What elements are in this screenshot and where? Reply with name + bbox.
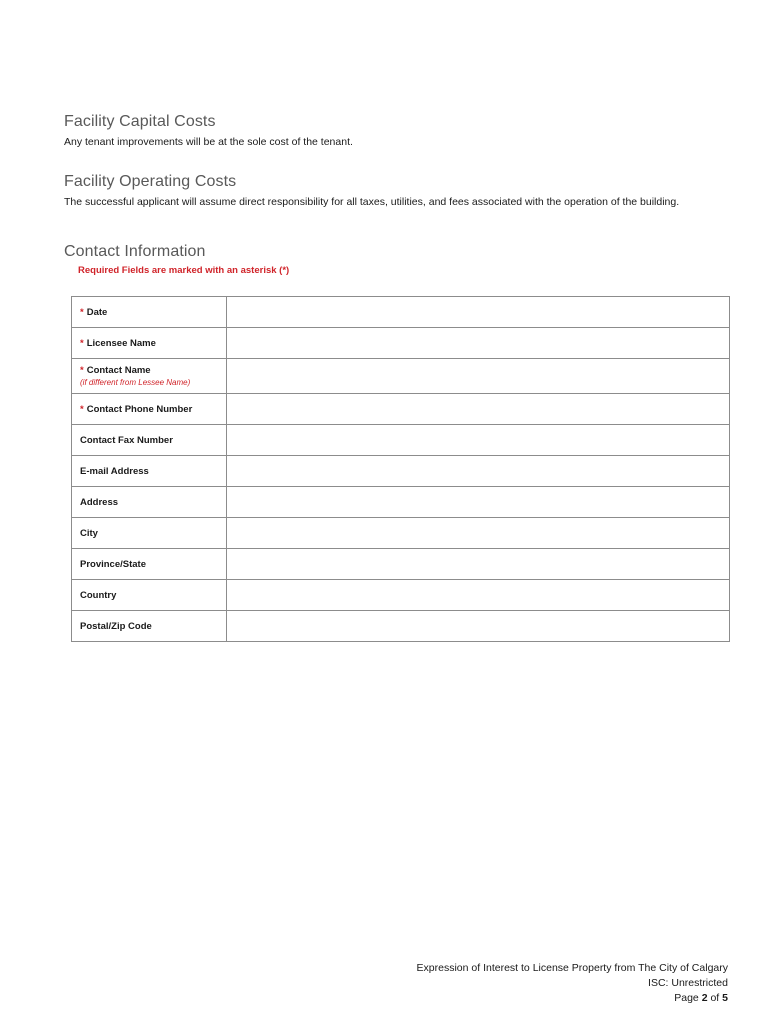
form-field-label-cell <box>72 394 227 425</box>
operating-costs-heading: Facility Operating Costs <box>64 173 237 190</box>
form-row <box>72 518 730 549</box>
form-field-value-cell <box>227 328 730 359</box>
form-field-label-cell <box>72 549 227 580</box>
form-field-hint: (if different from Lessee Name) <box>80 378 191 387</box>
footer-page-number <box>417 991 728 1006</box>
form-field-label-cell <box>72 425 227 456</box>
form-row <box>72 359 730 394</box>
form-field-value-cell <box>227 394 730 425</box>
form-field-input[interactable] <box>227 487 729 517</box>
form-row <box>72 611 730 642</box>
form-field-input[interactable] <box>227 518 729 548</box>
form-row <box>72 456 730 487</box>
form-field-value-cell <box>227 425 730 456</box>
form-row <box>72 394 730 425</box>
form-field-input[interactable] <box>227 580 729 610</box>
footer-page-word: Page <box>674 992 699 1004</box>
form-field-label: Contact Fax Number <box>80 434 173 446</box>
form-field-label: Licensee Name <box>86 337 156 349</box>
form-field-input[interactable] <box>227 425 729 455</box>
form-field-label-cell <box>72 328 227 359</box>
form-field-label-cell <box>72 611 227 642</box>
contact-information-heading: Contact Information <box>64 243 206 260</box>
form-field-label: E-mail Address <box>80 465 149 477</box>
form-field-input[interactable] <box>227 297 729 327</box>
form-field-label: Province/State <box>80 558 146 570</box>
required-asterisk: * <box>80 365 84 376</box>
form-field-value-cell <box>227 580 730 611</box>
form-field-input[interactable] <box>227 359 729 393</box>
form-field-value-cell <box>227 297 730 328</box>
form-field-label: Address <box>80 496 119 508</box>
footer-page-current: 2 <box>701 992 708 1004</box>
capital-costs-text: Any tenant improvements will be at the sole cost of the tenant. <box>64 136 353 148</box>
form-field-input[interactable] <box>227 456 729 486</box>
form-field-value-cell <box>227 611 730 642</box>
form-row <box>72 425 730 456</box>
form-field-label-cell <box>72 518 227 549</box>
form-field-label: Country <box>80 589 117 601</box>
form-field-label: Date <box>86 306 108 318</box>
footer-page-of: of <box>710 992 720 1004</box>
form-field-label: Postal/Zip Code <box>80 620 152 632</box>
footer-classification: ISC: Unrestricted <box>648 977 728 989</box>
form-field-input[interactable] <box>227 328 729 358</box>
form-row <box>72 297 730 328</box>
footer-document-title: Expression of Interest to License Property from The City of Calgary <box>416 962 728 974</box>
page-footer <box>417 961 728 1006</box>
form-field-input[interactable] <box>227 549 729 579</box>
form-field-label-cell <box>72 297 227 328</box>
operating-costs-text: The successful applicant will assume direct responsibility for all taxes, utilities, and fees associated with the operation of the building. <box>64 196 680 208</box>
footer-page-total: 5 <box>722 992 728 1004</box>
capital-costs-heading: Facility Capital Costs <box>64 113 216 130</box>
form-field-label-cell <box>72 456 227 487</box>
form-field-label-cell <box>72 580 227 611</box>
form-field-value-cell <box>227 456 730 487</box>
form-field-label: Contact Phone Number <box>86 403 193 415</box>
form-field-value-cell <box>227 518 730 549</box>
required-asterisk: * <box>80 337 84 349</box>
form-row <box>72 487 730 518</box>
form-field-label-cell <box>72 487 227 518</box>
form-field-input[interactable] <box>227 394 729 424</box>
form-row <box>72 549 730 580</box>
form-field-value-cell <box>227 487 730 518</box>
required-asterisk: * <box>80 403 84 415</box>
form-row <box>72 328 730 359</box>
form-field-value-cell <box>227 549 730 580</box>
form-field-label-cell <box>72 359 227 394</box>
form-field-label: City <box>80 527 98 539</box>
form-field-label: Contact Name <box>86 365 151 376</box>
form-field-input[interactable] <box>227 611 729 641</box>
contact-form-table <box>71 296 730 642</box>
form-row <box>72 580 730 611</box>
form-field-value-cell <box>227 359 730 394</box>
required-asterisk: * <box>80 306 84 318</box>
required-fields-note: Required Fields are marked with an asterisk (*) <box>78 265 290 276</box>
